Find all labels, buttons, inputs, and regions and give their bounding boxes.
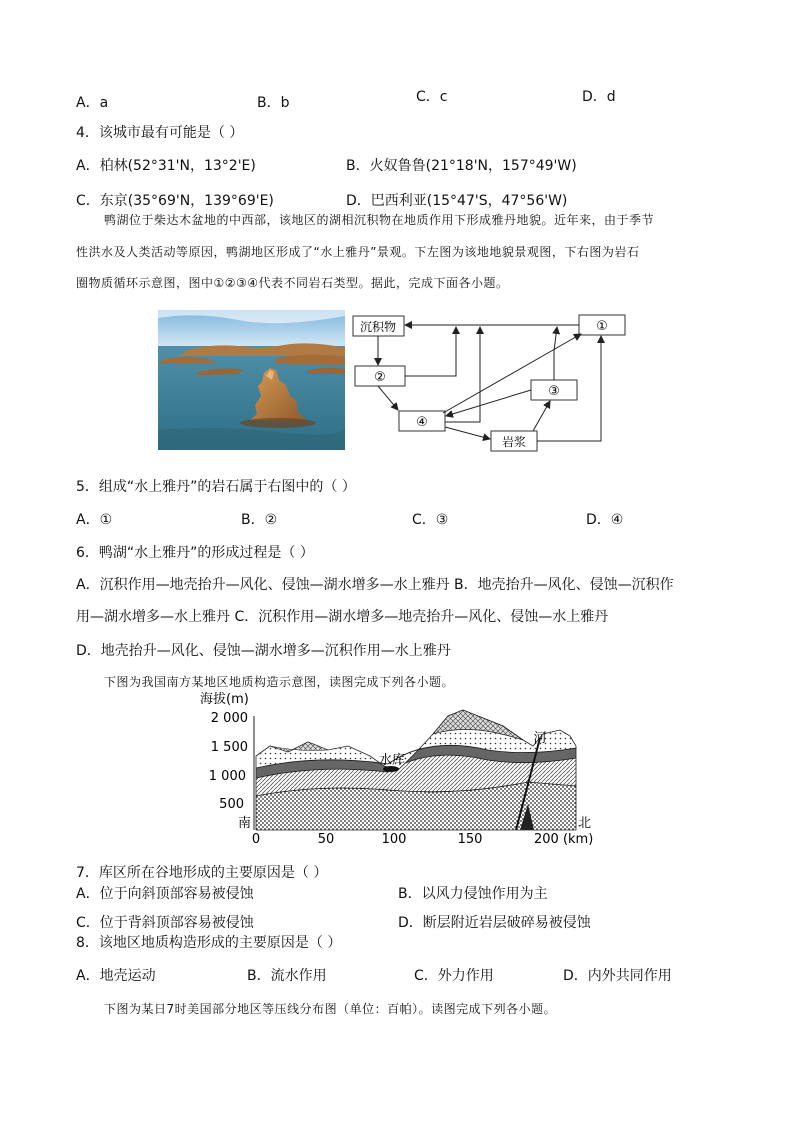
x-tick-100: 100	[381, 832, 407, 846]
south-label: 南	[238, 816, 252, 831]
q7-option-c: C．位于背斜顶部容易被侵蚀	[76, 915, 254, 931]
label-sediment: 沉积物	[359, 320, 397, 334]
q4-stem: 4．该城市最有可能是（ ）	[76, 125, 244, 141]
x-tick-200: 200 (km)	[534, 832, 594, 846]
passage2: 下图为我国南方某地区地质构造示意图，读图完成下列各小题。	[104, 675, 455, 689]
q8-option-c: C．外力作用	[414, 968, 494, 984]
geologic-section-diagram	[198, 686, 598, 846]
north-label: 北	[578, 816, 592, 831]
q8-option-d: D．内外共同作用	[563, 968, 672, 984]
y-tick-2000: 2 000	[210, 711, 248, 726]
q8-stem: 8．该地区地质构造形成的主要原因是（ ）	[76, 935, 342, 951]
q6-options-line1: A．沉积作用—地壳抬升—风化、侵蚀—湖水增多—水上雅丹 B．地壳抬升—风化、侵蚀—沉积作	[76, 577, 674, 593]
q5-option-a: A．①	[76, 512, 113, 528]
q7-option-a: A．位于向斜顶部容易被侵蚀	[76, 886, 254, 902]
x-tick-150: 150	[457, 832, 483, 846]
q5-option-d: D．④	[586, 512, 624, 528]
q6-options-line2: 用—湖水增多—水上雅丹 C．沉积作用—湖水增多—地壳抬升—风化、侵蚀—水上雅丹	[76, 609, 609, 625]
yadan-landscape-photo	[158, 310, 345, 450]
passage3: 下图为某日7时美国部分地区等压线分布图（单位：百帕）。读图完成下列各小题。	[104, 1002, 557, 1016]
q8-option-a: A．地壳运动	[76, 968, 156, 984]
y-tick-1000: 1 000	[208, 769, 246, 784]
rock-cycle-diagram	[348, 310, 632, 455]
q5-option-b: B．②	[241, 512, 278, 528]
option-b: B．b	[257, 95, 290, 111]
reservoir-label: 水库	[378, 753, 406, 768]
river-label: 河	[533, 731, 547, 746]
option-c: C．c	[416, 89, 448, 105]
q6-stem: 6．鸭湖“水上雅丹”的形成过程是（ ）	[76, 545, 314, 561]
x-tick-50: 50	[317, 832, 335, 846]
x-tick-0: 0	[251, 832, 261, 846]
label-magma: 岩浆	[501, 435, 527, 449]
y-axis-label: 海拔(m)	[200, 692, 249, 707]
y-tick-1500: 1 500	[210, 740, 248, 755]
label-rock-2: ②	[374, 370, 386, 385]
q4-option-d: D．巴西利亚(15°47'S，47°56'W)	[346, 193, 568, 209]
q7-stem: 7．库区所在谷地形成的主要原因是（ ）	[76, 865, 328, 881]
q8-option-b: B．流水作用	[247, 968, 327, 984]
q4-option-c: C．东京(35°69'N，139°69'E)	[76, 193, 274, 209]
passage1-line2: 性洪水及人类活动等原因，鸭湖地区形成了“水上雅丹”景观。下左图为该地地貌景观图，下右图为岩石	[76, 245, 640, 259]
label-rock-1: ①	[596, 319, 608, 334]
q5-option-c: C．③	[412, 512, 449, 528]
q7-option-b: B．以风力侵蚀作用为主	[398, 886, 548, 902]
option-d: D．d	[582, 89, 616, 105]
q5-stem: 5．组成“水上雅丹”的岩石属于右图中的（ ）	[76, 479, 356, 495]
label-rock-3: ③	[548, 384, 560, 399]
q4-option-b: B．火奴鲁鲁(21°18'N，157°49'W)	[346, 158, 577, 174]
option-a: A．a	[76, 95, 109, 111]
passage1-line3: 圈物质循环示意图，图中①②③④代表不同岩石类型。据此，完成下面各小题。	[76, 276, 509, 290]
label-rock-4: ④	[416, 415, 428, 430]
passage1-line1: 鸭湖位于柴达木盆地的中西部，该地区的湖相沉积物在地质作用下形成雅丹地貌。近年来，由于季节	[104, 213, 655, 227]
q6-options-line3: D．地壳抬升—风化、侵蚀—湖水增多—沉积作用—水上雅丹	[76, 643, 451, 659]
y-tick-500: 500	[219, 797, 244, 812]
q7-option-d: D．断层附近岩层破碎易被侵蚀	[398, 915, 591, 931]
q4-option-a: A．柏林(52°31'N，13°2'E)	[76, 158, 256, 174]
